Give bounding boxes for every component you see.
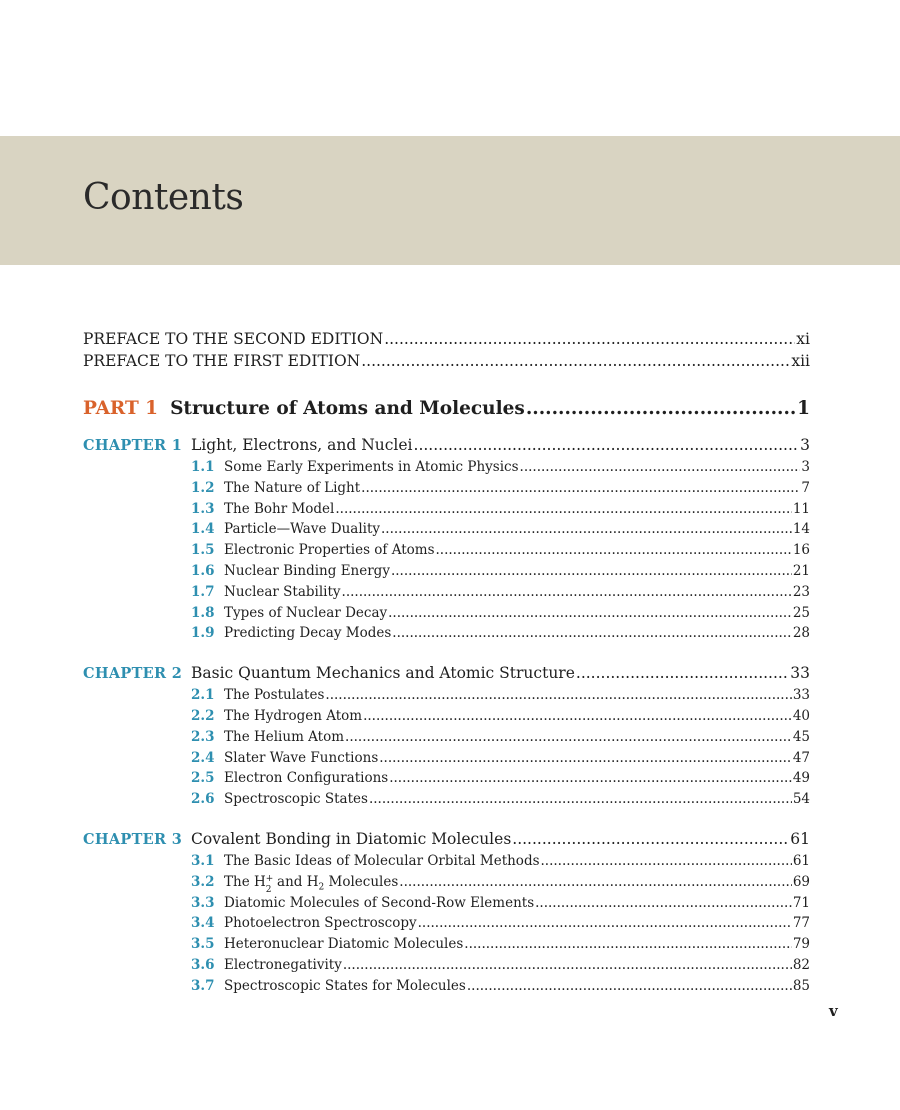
section-title: Spectroscopic States bbox=[224, 791, 368, 808]
toc-page-number: xii bbox=[791, 352, 810, 370]
section-title: Photoelectron Spectroscopy bbox=[224, 915, 417, 932]
dot-leader bbox=[343, 955, 792, 976]
toc-section-2-4[interactable] bbox=[83, 748, 810, 769]
section-number: 1.4 bbox=[191, 521, 215, 538]
dot-leader bbox=[389, 768, 792, 789]
toc-page-number: 49 bbox=[792, 770, 810, 787]
section-title: Heteronuclear Diatomic Molecules bbox=[224, 936, 464, 953]
dot-leader bbox=[464, 934, 792, 955]
toc-section-1-8[interactable] bbox=[83, 603, 810, 624]
section-title: Particle—Wave Duality bbox=[224, 521, 381, 538]
toc-section-1-7[interactable] bbox=[83, 582, 810, 603]
toc-section-3-1[interactable] bbox=[83, 851, 810, 872]
toc-section-2-2[interactable] bbox=[83, 706, 810, 727]
dot-leader bbox=[369, 789, 792, 810]
toc-page-number: 7 bbox=[801, 479, 810, 496]
toc-section-1-6[interactable] bbox=[83, 561, 810, 582]
dot-leader bbox=[576, 662, 789, 684]
section-number: 2.6 bbox=[191, 791, 215, 808]
toc-section-3-6[interactable] bbox=[83, 955, 810, 976]
dot-leader bbox=[467, 976, 792, 997]
toc-section-3-7[interactable] bbox=[83, 976, 810, 997]
toc-page-number: 40 bbox=[792, 707, 810, 724]
chapter-list bbox=[83, 434, 810, 997]
section-title: The Nature of Light bbox=[224, 479, 361, 496]
toc-page-number: 54 bbox=[792, 791, 810, 808]
toc-page-number: 33 bbox=[790, 664, 810, 683]
chapter-title: Light, Electrons, and Nuclei bbox=[191, 436, 413, 454]
toc-page-number: 28 bbox=[792, 625, 810, 642]
table-of-contents bbox=[83, 328, 810, 997]
part-title: Structure of Atoms and Molecules bbox=[170, 398, 525, 419]
dot-leader bbox=[399, 872, 792, 893]
toc-page-number: 82 bbox=[792, 956, 810, 973]
toc-page-number: 21 bbox=[792, 562, 810, 579]
toc-page-number: 14 bbox=[792, 521, 810, 538]
section-title: The Postulates bbox=[224, 687, 325, 704]
section-number: 1.5 bbox=[191, 542, 215, 559]
part-label: PART 1 bbox=[83, 398, 159, 419]
section-title: Types of Nuclear Decay bbox=[224, 604, 388, 621]
toc-section-3-5[interactable] bbox=[83, 934, 810, 955]
dot-leader bbox=[436, 540, 792, 561]
section-title: Electron Configurations bbox=[224, 770, 389, 787]
section-number: 2.4 bbox=[191, 749, 215, 766]
dot-leader bbox=[361, 350, 790, 372]
toc-entry-title: PREFACE TO THE SECOND EDITION bbox=[83, 330, 384, 348]
section-number: 1.8 bbox=[191, 604, 215, 621]
section-number: 1.3 bbox=[191, 500, 215, 517]
section-number: 3.4 bbox=[191, 915, 215, 932]
section-title: Diatomic Molecules of Second-Row Elements bbox=[224, 894, 535, 911]
toc-preface-second[interactable] bbox=[83, 328, 810, 350]
dot-leader bbox=[388, 603, 792, 624]
toc-page-number: 85 bbox=[792, 977, 810, 994]
toc-section-1-3[interactable] bbox=[83, 499, 810, 520]
chapter-label: CHAPTER 2 bbox=[83, 665, 183, 683]
toc-section-1-2[interactable] bbox=[83, 478, 810, 499]
dot-leader bbox=[541, 851, 792, 872]
toc-section-3-3[interactable] bbox=[83, 893, 810, 914]
dot-leader bbox=[335, 499, 791, 520]
toc-page-number: 45 bbox=[792, 728, 810, 745]
chapter-label: CHAPTER 3 bbox=[83, 830, 183, 848]
dot-leader bbox=[363, 706, 792, 727]
section-number: 1.1 bbox=[191, 459, 215, 475]
toc-page-number: 77 bbox=[792, 915, 810, 932]
toc-page-number: 79 bbox=[792, 936, 810, 953]
toc-page-number: 33 bbox=[792, 687, 810, 704]
toc-section-2-1[interactable] bbox=[83, 685, 810, 706]
dot-leader bbox=[392, 623, 792, 644]
toc-section-1-5[interactable] bbox=[83, 540, 810, 561]
dot-leader bbox=[512, 828, 789, 850]
dot-leader bbox=[361, 478, 800, 499]
toc-page-number: 61 bbox=[790, 829, 810, 848]
dot-leader bbox=[391, 561, 792, 582]
section-number: 3.6 bbox=[191, 956, 215, 973]
section-title: Nuclear Stability bbox=[224, 583, 341, 600]
section-number: 3.1 bbox=[191, 852, 215, 869]
chapter-title: Basic Quantum Mechanics and Atomic Structure bbox=[191, 664, 575, 683]
section-title: The Helium Atom bbox=[224, 728, 345, 745]
toc-page-number: xi bbox=[796, 330, 810, 348]
page-title: Contents bbox=[83, 177, 244, 218]
section-number: 1.9 bbox=[191, 625, 215, 642]
toc-page-number: 23 bbox=[792, 583, 810, 600]
section-title: The Hydrogen Atom bbox=[224, 707, 363, 724]
toc-section-1-1[interactable] bbox=[83, 457, 810, 478]
dot-leader bbox=[379, 748, 792, 769]
section-title: Spectroscopic States for Molecules bbox=[224, 977, 466, 994]
toc-chapter-1[interactable] bbox=[83, 434, 810, 457]
section-title: The Bohr Model bbox=[224, 500, 335, 517]
section-title: Slater Wave Functions bbox=[224, 749, 379, 766]
section-title: Electronegativity bbox=[224, 956, 342, 973]
section-title: The H + 2 and $H_2$ Molecules bbox=[224, 873, 399, 895]
section-number: 1.7 bbox=[191, 583, 215, 600]
dot-leader bbox=[418, 913, 792, 934]
section-number: 2.2 bbox=[191, 707, 215, 724]
dot-leader bbox=[526, 394, 796, 424]
dot-leader bbox=[520, 457, 801, 478]
toc-section-3-4[interactable] bbox=[83, 913, 810, 934]
toc-page-number: 11 bbox=[792, 500, 810, 517]
section-number: 3.5 bbox=[191, 936, 215, 953]
section-number: 3.2 bbox=[191, 873, 215, 890]
toc-preface-first[interactable] bbox=[83, 350, 810, 372]
dot-leader bbox=[414, 434, 800, 456]
dot-leader bbox=[325, 685, 791, 706]
dot-leader bbox=[384, 328, 795, 350]
section-number: 2.3 bbox=[191, 728, 215, 745]
toc-page-number: 3 bbox=[801, 459, 810, 475]
section-title: Predicting Decay Modes bbox=[224, 625, 392, 642]
toc-chapter-2[interactable] bbox=[83, 662, 810, 685]
section-number: 1.2 bbox=[191, 479, 215, 496]
section-number: 2.5 bbox=[191, 770, 215, 787]
toc-page-number: 71 bbox=[792, 894, 810, 911]
toc-section-2-5[interactable] bbox=[83, 768, 810, 789]
section-title: The Basic Ideas of Molecular Orbital Methods bbox=[224, 852, 540, 869]
toc-page-number: 25 bbox=[792, 604, 810, 621]
section-number: 1.6 bbox=[191, 562, 215, 579]
toc-page-number: 61 bbox=[792, 852, 810, 869]
dot-leader bbox=[345, 727, 792, 748]
dot-leader bbox=[381, 519, 792, 540]
toc-section-3-2[interactable] bbox=[83, 872, 810, 893]
page-folio: v bbox=[829, 1002, 838, 1020]
chapter-label: CHAPTER 1 bbox=[83, 437, 183, 454]
toc-entry-title: PREFACE TO THE FIRST EDITION bbox=[83, 352, 361, 370]
section-title: Electronic Properties of Atoms bbox=[224, 542, 435, 559]
chapter-title: Covalent Bonding in Diatomic Molecules bbox=[191, 829, 512, 848]
section-title: Nuclear Binding Energy bbox=[224, 562, 390, 579]
section-number: 2.1 bbox=[191, 687, 215, 704]
toc-section-1-4[interactable] bbox=[83, 519, 810, 540]
section-number: 3.3 bbox=[191, 894, 215, 911]
dot-leader bbox=[342, 582, 792, 603]
section-title: Some Early Experiments in Atomic Physics bbox=[224, 459, 519, 475]
toc-page-number: 47 bbox=[792, 749, 810, 766]
toc-section-2-3[interactable] bbox=[83, 727, 810, 748]
toc-page-number: 16 bbox=[792, 542, 810, 559]
dot-leader bbox=[535, 893, 792, 914]
toc-section-1-9[interactable] bbox=[83, 623, 810, 644]
toc-page-number: 69 bbox=[792, 873, 810, 890]
toc-page-number: 3 bbox=[800, 436, 810, 454]
toc-section-2-6[interactable] bbox=[83, 789, 810, 810]
toc-chapter-3[interactable] bbox=[83, 828, 810, 851]
section-number: 3.7 bbox=[191, 977, 215, 994]
toc-part-1[interactable] bbox=[83, 394, 810, 424]
toc-page-number: 1 bbox=[797, 398, 810, 419]
